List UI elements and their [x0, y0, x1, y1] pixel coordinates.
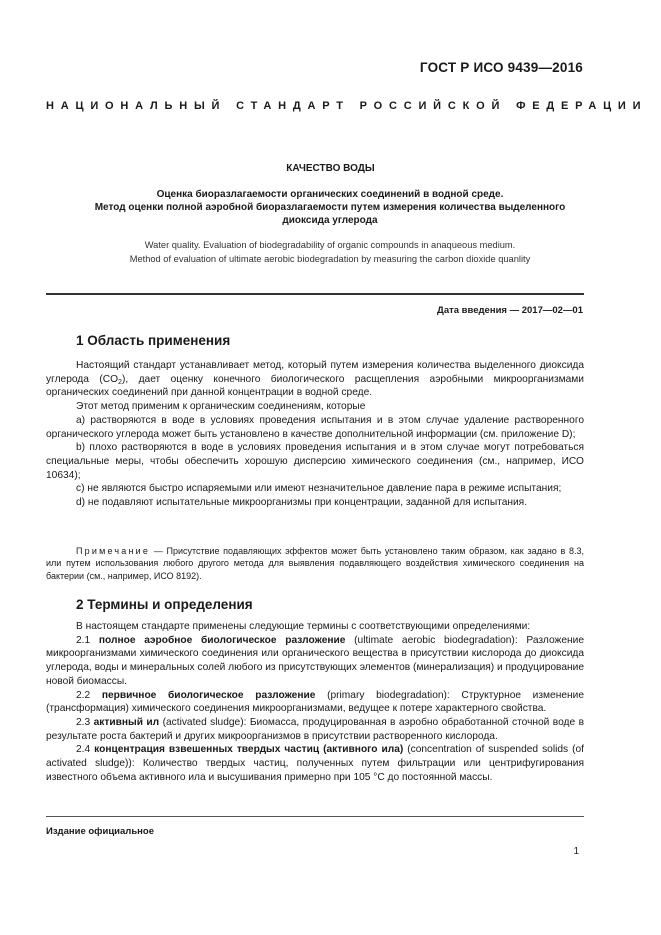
term: первичное биологическое разложение: [101, 689, 316, 701]
edition-label: Издание официальное: [46, 826, 154, 837]
paragraph-text: Настоящий стандарт устанавливает метод, который путем измерения количества выделенного диоксида углерода (CO: [46, 360, 584, 385]
footer-divider: [46, 816, 584, 817]
definition: [46, 743, 584, 784]
document-title: КАЧЕСТВО ВОДЫ: [286, 163, 375, 174]
paragraph-text: ), дает оценку конечного биологического расщепления аэробными микроорганизмами органических соединений при данной концентрации в водной среде.: [46, 373, 584, 399]
section-1-heading: 1 Область применения: [76, 333, 231, 348]
english-title-line: Water quality. Evaluation of biodegradability of organic compounds in anaqueous medium.: [144, 240, 516, 250]
subscript: 2: [118, 378, 122, 386]
term-number: 2.1: [76, 634, 99, 646]
paragraph: Этот метод применим к органическим соединениям, которые: [76, 401, 366, 413]
note-text: — Присутствие подавляющих эффектов может быть установлено таким образом, как задано в 8.3, или путем использования любого другого метода для выявления подавляющего воздействия химического соединения на бактерии (см., например, ИСО 8192).: [46, 546, 584, 581]
term-definition: (primary biodegradation): Структурное изменение (трансформация) химического соединения микроорганизмами, ведущее к потере характерного свойства.: [46, 689, 584, 715]
document-subtitle: [40, 188, 620, 227]
note: [46, 545, 584, 582]
section-1-body: [46, 359, 584, 510]
english-title-line: Method of evaluation of ultimate aerobic biodegradation by measuring the carbon dioxide quanlity: [129, 253, 531, 264]
subtitle-line: Метод оценки полной аэробной биоразлагаемости путем измерения количества выделенного: [94, 202, 566, 213]
subtitle-line: диоксида углерода: [282, 215, 378, 226]
section-2-heading: 2 Термины и определения: [76, 597, 253, 612]
standard-number: ГОСТ Р ИСО 9439—2016: [419, 60, 583, 75]
subtitle-line: Оценка биоразлагаемости органических соединений в водной среде.: [156, 189, 504, 200]
term-definition: (ultimate aerobic biodegradation): Разложение микроорганизмами химического соединения или органического вещества в присутствии кислорода до диоксида углерода, воды и минеральных солей любого из присутствующих элементов (минерализация) и продуцирование новой биомассы.: [46, 634, 584, 687]
national-standard-banner: НАЦИОНАЛЬНЫЙ СТАНДАРТ РОССИЙСКОЙ ФЕДЕРАЦИИ: [46, 100, 648, 112]
english-title: [40, 239, 620, 266]
term-number: 2.2: [76, 689, 102, 701]
definition: [46, 716, 584, 743]
note-label: Примечание: [76, 546, 151, 556]
definition: [46, 634, 584, 689]
list-item: a) растворяются в воде в условиях проведения испытания и в этом случае удаление растворенного органического углерода может быть установлено в качестве дополнительной информации (см. приложение D);: [46, 414, 584, 440]
list-item: d) не подавляют испытательные микроорганизмы при концентрации, заданной для испытания.: [76, 497, 528, 509]
section-2-body: [46, 620, 584, 784]
definition: [46, 689, 584, 716]
list-item: b) плохо растворяются в воде в условиях проведения испытания и в этом случае могут потребоваться специальные меры, чтобы обеспечить хорошую дисперсию химического соединения (см., например, ИСО 10634);: [46, 442, 584, 481]
note-paragraph: [46, 545, 584, 582]
term: концентрация взвешенных твердых частиц (активного ила): [94, 744, 404, 756]
term-definition: (activated sludge): Биомасса, продуцированная в аэробно обработанной сточной воде в результате роста бактерий и других микроорганизмов в присутствии растворенного кислорода.: [46, 716, 584, 742]
paragraph: В настоящем стандарте применены следующие термины с соответствующими определениями:: [76, 621, 531, 632]
list-item: c) не являются быстро испаряемыми или имеют незначительное давление пара в режиме испытания;: [76, 483, 562, 495]
term-definition: (concentration of suspended solids (of activated sludge)): Количество твердых частиц, полученных путем фильтрации или центрифугирования известного объема активного ила и высушивания примерно при 105 °С до постоянной массы.: [46, 744, 584, 783]
term: активный ил: [93, 716, 160, 728]
page-number: 1: [573, 846, 579, 857]
term-number: 2.3: [76, 716, 94, 728]
term-number: 2.4: [76, 744, 95, 756]
header-divider: [46, 293, 584, 295]
term: полное аэробное биологическое разложение: [98, 634, 346, 646]
paragraph: [46, 359, 584, 400]
introduction-date: Дата введения — 2017—02—01: [437, 305, 583, 316]
